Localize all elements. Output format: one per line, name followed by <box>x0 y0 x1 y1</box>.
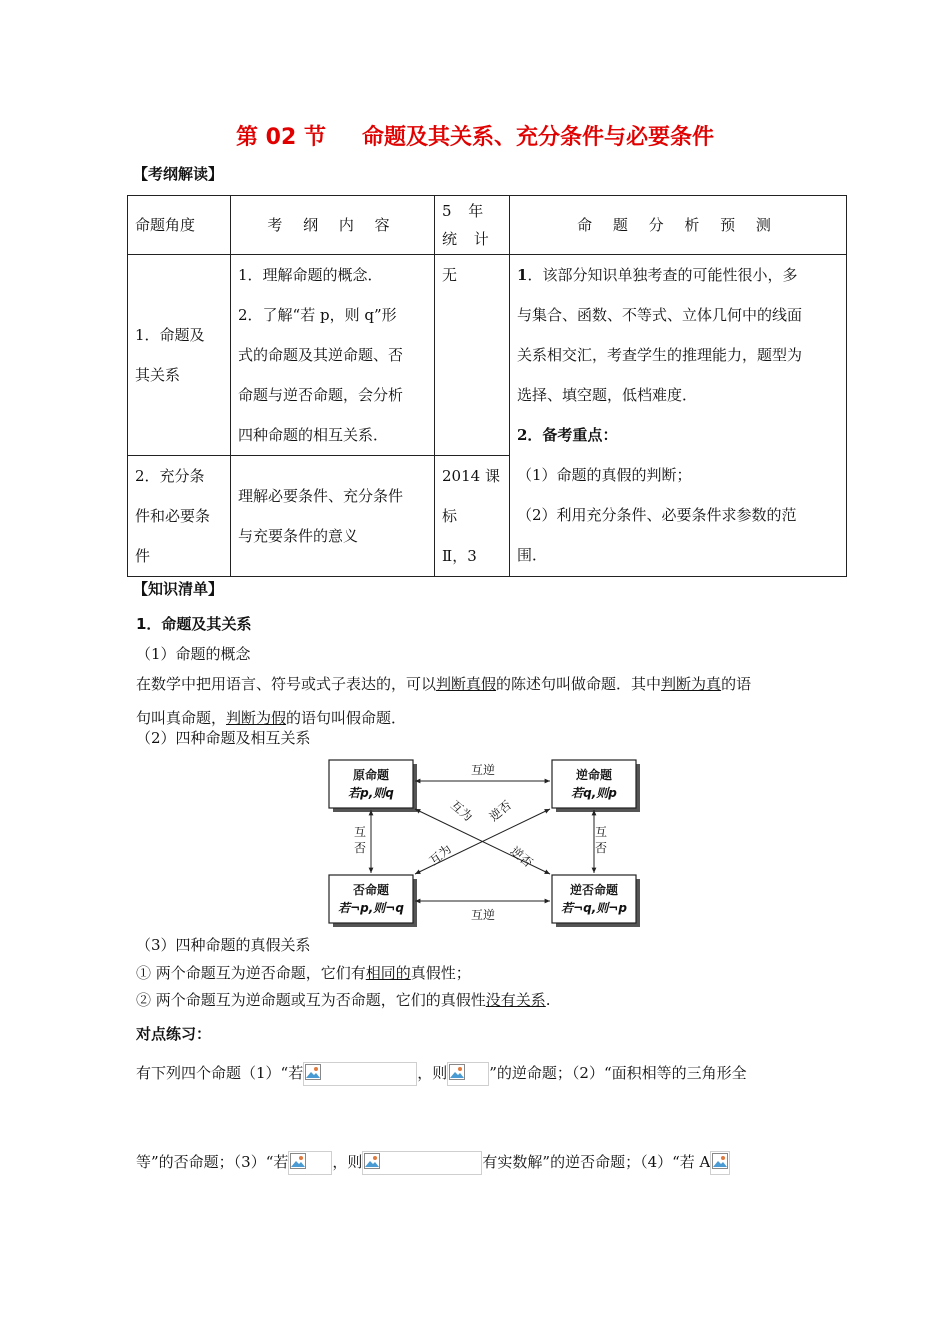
contrapositive-sub: 若¬q,则¬p <box>561 901 627 915</box>
cell-line: 件 <box>135 547 151 565</box>
cell-line: 围． <box>517 546 548 564</box>
page-title <box>0 120 950 151</box>
image-icon <box>364 1153 380 1169</box>
image-icon <box>449 1064 465 1080</box>
rule-1: ① 两个命题互为逆否命题，它们有相同的真假性； <box>136 964 471 982</box>
cell-line: 选择、填空题，低档难度． <box>517 386 698 404</box>
label-diag-b-top: 逆否 <box>486 797 515 825</box>
converse-title: 逆命题 <box>575 768 613 782</box>
table-row <box>128 255 847 456</box>
formula-image-placeholder <box>447 1062 489 1086</box>
cell-line: Ⅱ，3 <box>442 547 477 565</box>
formula-image-placeholder <box>362 1151 482 1175</box>
cell-line: 2．充分条 <box>135 467 205 485</box>
cell-line: 无 <box>442 266 458 284</box>
cell-line: 其关系 <box>135 366 181 384</box>
cell-line: （2）利用充分条件、必要条件求参数的范 <box>517 506 797 524</box>
row2-content <box>231 456 435 577</box>
underline-term: 判断为假 <box>226 709 287 727</box>
cell-line: 与集合、函数、不等式、立体几何中的线面 <box>517 306 803 324</box>
converse-sub: 若q,则p <box>571 786 617 800</box>
formula-image-placeholder <box>710 1151 730 1175</box>
cell-line: 2014 课 <box>442 467 500 485</box>
row2-angle <box>128 456 231 577</box>
underline-term: 判断真假 <box>436 675 497 693</box>
underline-term: 没有关系 <box>485 991 546 1009</box>
inverse-title: 否命题 <box>352 883 390 897</box>
analysis-p2-title: 2．备考重点： <box>517 426 618 444</box>
row1-angle <box>128 255 231 456</box>
underline-term: 相同的 <box>365 964 411 982</box>
outline-table <box>127 195 847 577</box>
label-diag-b-bottom: 逆否 <box>507 843 536 871</box>
header-analysis: 命 题 分 析 预 测 <box>510 196 847 255</box>
knowledge-heading: 【知识清单】 <box>133 580 224 598</box>
label-diag-a-bottom: 互为 <box>426 841 455 869</box>
outline-heading: 【考纲解读】 <box>133 165 224 183</box>
label-diag-a-top: 互为 <box>447 797 476 825</box>
analysis-p1: 1．该部分知识单独考查的可能性很小，多 <box>517 266 798 284</box>
contrapositive-title: 逆否命题 <box>569 883 619 897</box>
row2-stats <box>435 456 510 577</box>
knowledge-s3: （3）四种命题的真假关系 <box>136 936 311 954</box>
cell-line: 2．了解“若 p，则 q”形 <box>238 306 397 324</box>
image-icon <box>712 1153 728 1169</box>
underline-term: 判断为真 <box>661 675 722 693</box>
row1-stats <box>435 255 510 456</box>
label-inverse-left-2: 否 <box>353 841 367 855</box>
header-angle: 命题角度 <box>128 196 231 255</box>
section-number: 第 02 节 <box>236 125 326 150</box>
cell-line: 四种命题的相互关系． <box>238 426 389 444</box>
section-title: 命题及其关系、充分条件与必要条件 <box>361 125 714 150</box>
formula-image-placeholder <box>288 1151 332 1175</box>
practice-line-2: 等”的否命题；（3）“若 ，则 有实数解”的逆否命题；（4）“若 A <box>136 1150 730 1175</box>
image-icon <box>290 1153 306 1169</box>
cell-line: 标 <box>442 507 458 525</box>
label-converse-bottom: 互逆 <box>470 908 496 922</box>
cell-line: （1）命题的真假的判断； <box>517 466 692 484</box>
cell-line: 命题与逆否命题，会分析 <box>238 386 404 404</box>
knowledge-h1: 1．命题及其关系 <box>136 615 252 633</box>
label-inverse-right-2: 否 <box>594 841 608 855</box>
rule-2: ② 两个命题互为逆命题或互为否命题，它们的真假性没有关系. <box>136 991 551 1009</box>
practice-heading: 对点练习： <box>136 1025 212 1043</box>
four-propositions-diagram <box>325 756 645 928</box>
table-header-row <box>128 196 847 255</box>
analysis-cell <box>510 255 847 577</box>
cell-line: 关系相交汇，考查学生的推理能力，题型为 <box>517 346 803 364</box>
cell-line: 1．理解命题的概念． <box>238 266 383 284</box>
cell-line: 理解必要条件、充分条件 <box>238 487 404 505</box>
inverse-sub: 若¬p,则¬q <box>338 901 404 915</box>
practice-line-1: 有下列四个命题（1）“若 ，则 ”的逆命题；（2）“面积相等的三角形全 <box>136 1061 747 1086</box>
cell-line: 件和必要条 <box>135 507 211 525</box>
knowledge-s1: （1）命题的概念 <box>136 645 251 663</box>
analysis-num: 1 <box>517 266 528 284</box>
header-stats: 5 年 统 计 <box>435 196 510 255</box>
knowledge-s2: （2）四种命题及相互关系 <box>136 729 311 747</box>
label-converse-top: 互逆 <box>470 763 496 777</box>
label-inverse-left-1: 互 <box>353 825 367 839</box>
original-sub: 若p,则q <box>348 786 394 800</box>
original-title: 原命题 <box>352 768 390 782</box>
cell-line: 1．命题及 <box>135 326 205 344</box>
cell-line: 与充要条件的意义 <box>238 527 359 545</box>
formula-image-placeholder <box>303 1062 417 1086</box>
label-inverse-right-1: 互 <box>594 825 608 839</box>
row1-content <box>231 255 435 456</box>
header-content: 考 纲 内 容 <box>231 196 435 255</box>
cell-line: 式的命题及其逆命题、否 <box>238 346 404 364</box>
image-icon <box>305 1064 321 1080</box>
knowledge-p1: 在数学中把用语言、符号或式子表达的，可以判断真假的陈述句叫做命题．其中判断为真的语 句叫真命题，判断为假的语句叫假命题． <box>136 675 752 727</box>
